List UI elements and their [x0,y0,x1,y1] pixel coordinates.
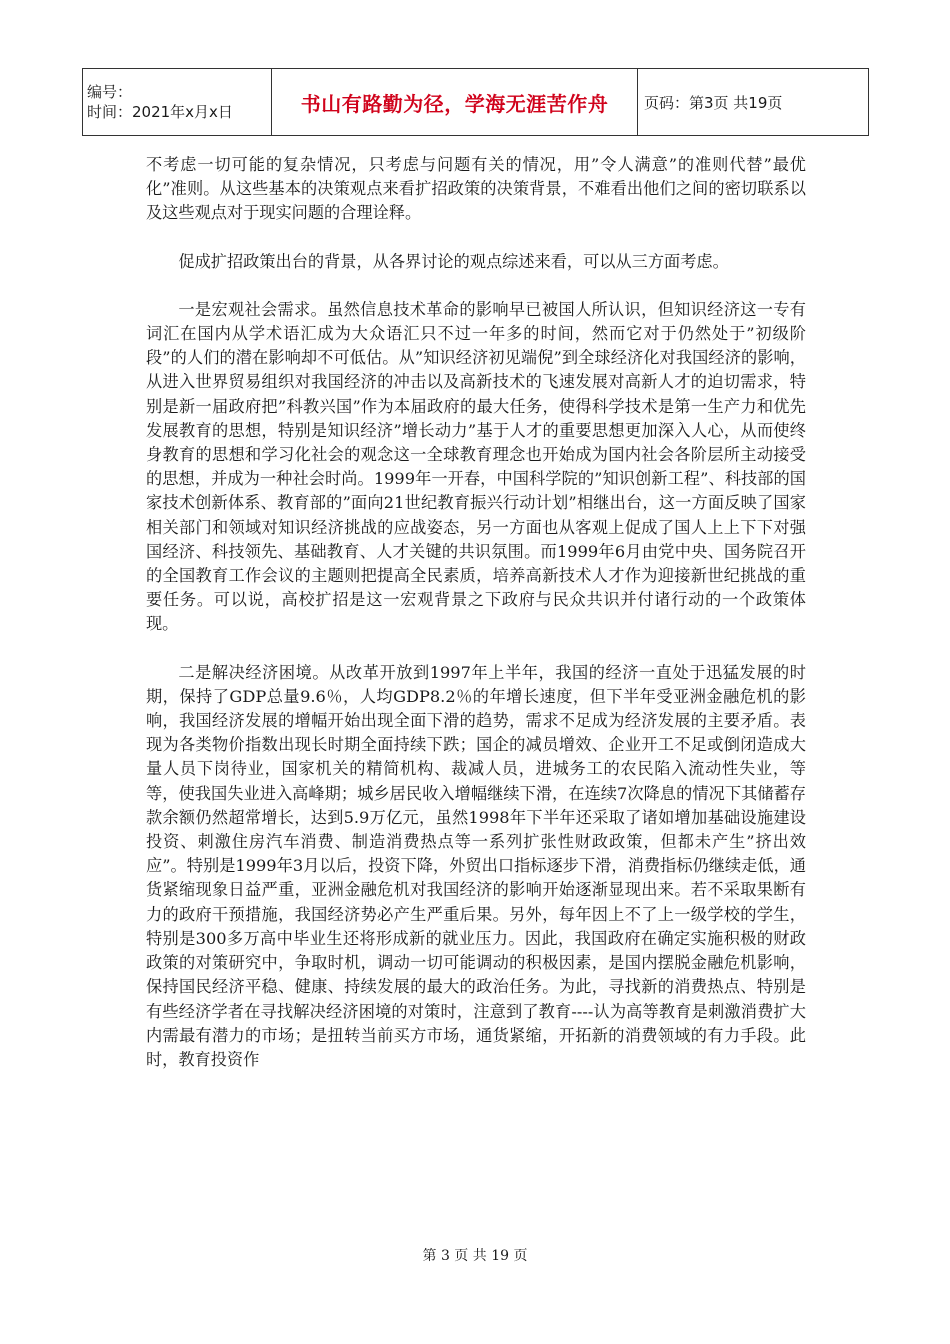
document-time-label: 时间：2021年x月x日 [87,103,233,121]
header-page-info: 页码：第3页 共19页 [638,69,869,136]
header-motto: 书山有路勤为径，学海无涯苦作舟 [272,69,638,136]
paragraph: 促成扩招政策出台的背景，从各界讨论的观点综述来看，可以从三方面考虑。 [178,251,729,271]
page-header [82,68,869,136]
paragraph: 不考虑一切可能的复杂情况，只考虑与问题有关的情况，用”令人满意”的准则代替”最优化”准则。从这些基本的决策观点来看扩招政策的决策背景，不难看出他们之间的密切联系以及这些观点对于现实问题的合理诠释。 [146,155,806,223]
paragraph: 二是解决经济困境。从改革开放到1997年上半年，我国的经济一直处于迅猛发展的时期，保持了GDP总量9.6％，人均GDP8.2％的年增长速度，但下半年受亚洲金融危机的影响，我国经济发展的增幅开始出现全面下滑的趋势，需求不足成为经济发展的主要矛盾。表现为各类物价指数出现长时期全面持续下跌；国企的减员增效、企业开工不足或倒闭造成大量人员下岗待业，国家机关的精简机构、裁减人员，进城务工的农民陷入流动性失业，等等，使我国失业进入高峰期；城乡居民收入增幅继续下滑，在连续7次降息的情况下其储蓄存款余额仍然超常增长，达到5.9万亿元，虽然1998年下半年还采取了诸如增加基础设施建设投资、刺激住房汽车消费、制造消费热点等一系列扩张性财政政策，但都未产生”挤出效应”。特别是1999年3月以后，投资下降，外贸出口指标逐步下滑，消费指标仍继续走低，通货紧缩现象日益严重，亚洲金融危机对我国经济的影响开始逐渐显现出来。若不采取果断有力的政府干预措施，我国经济势必产生严重后果。另外，每年因上不了上一级学校的学生，特别是300多万高中毕业生还将形成新的就业压力。因此，我国政府在确定实施积极的财政政策的对策研究中，争取时机，调动一切可能调动的积极因素，是国内摆脱金融危机影响，保持国民经济平稳、健康、持续发展的最大的政治任务。为此，寻找新的消费热点、特别是有些经济学者在寻找解决经济困境的对策时，注意到了教育----认为高等教育是刺激消费扩大内需最有潜力的市场；是扭转当前买方市场，通货紧缩，开拓新的消费领域的有力手段。此时，教育投资作 [146,662,806,1069]
page-footer: 第 3 页 共 19 页 [422,1248,528,1264]
header-meta-cell [83,69,272,136]
document-body [146,153,806,1096]
paragraph: 一是宏观社会需求。虽然信息技术革命的影响早已被国人所认识，但知识经济这一专有词汇在国内从学术语汇成为大众语汇只不过一年多的时间，然而它对于仍然处于”初级阶段”的人们的潜在影响却不可低估。从”知识经济初见端倪”到全球经济化对我国经济的影响，从进入世界贸易组织对我国经济的冲击以及高新技术的飞速发展对高新人才的迫切需求，特别是新一届政府把”科教兴国”作为本届政府的最大任务，使得科学技术是第一生产力和优先发展教育的思想，特别是知识经济”增长动力”基于人才的重要思想更加深入人心，从而使终身教育的思想和学习化社会的观念这一全球教育理念也开始成为国内社会各阶层所主动接受的思想，并成为一种社会时尚。1999年一开春，中国科学院的”知识创新工程”、科技部的国家技术创新体系、教育部的”面向21世纪教育振兴行动计划”相继出台，这一方面反映了国家相关部门和领域对知识经济挑战的应战姿态，另一方面也从客观上促成了国人上上下下对强国经济、科技领先、基础教育、人才关键的共识氛围。而1999年6月由党中央、国务院召开的全国教育工作会议的主题则把提高全民素质，培养高新技术人才作为迎接新世纪挑战的重要任务。可以说，高校扩招是这一宏观背景之下政府与民众共识并付诸行动的一个政策体现。 [146,299,806,634]
document-number-label: 编号： [87,83,133,101]
